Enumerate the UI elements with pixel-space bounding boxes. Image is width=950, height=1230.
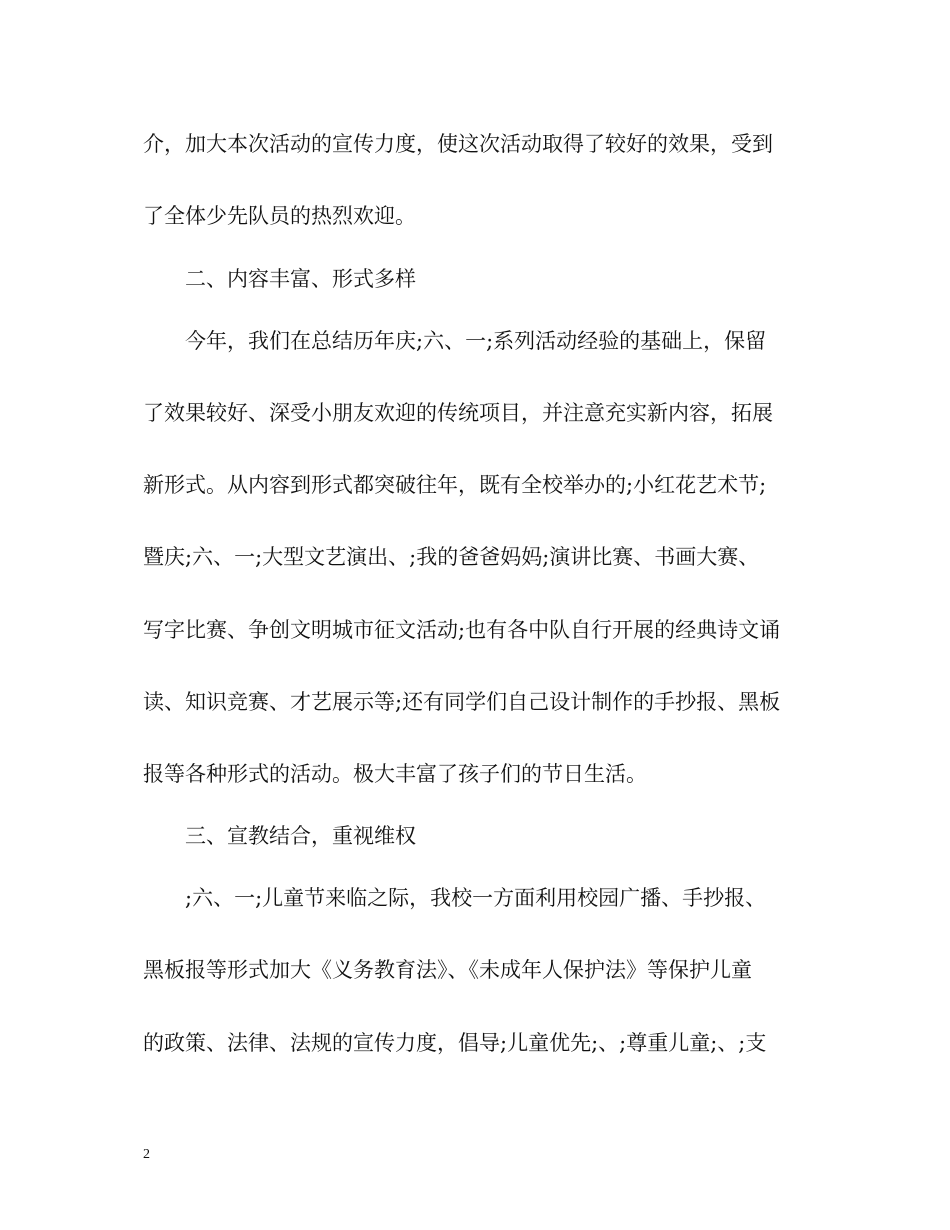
section-heading: 二、内容丰富、形式多样 [185,267,416,291]
paragraph-line: 了效果较好、深受小朋友欢迎的传统项目，并注意充实新内容，拓展 [143,401,773,425]
paragraph-line: 读、知识竞赛、才艺展示等;还有同学们自己设计制作的手抄报、黑板 [143,690,781,714]
paragraph-line: 写字比赛、争创文明城市征文活动;也有各中队自行开展的经典诗文诵 [143,618,781,642]
paragraph-line: 新形式。从内容到形式都突破往年，既有全校举办的;小红花艺术节; [143,473,767,497]
paragraph-line: 黑板报等形式加大《义务教育法》、《未成年人保护法》等保护儿童 [143,958,752,982]
paragraph-line: 介，加大本次活动的宣传力度，使这次活动取得了较好的效果，受到 [143,132,773,156]
section-heading: 三、宣教结合，重视维权 [185,824,416,848]
paragraph-line: 暨庆;六、一;大型文艺演出、;我的爸爸妈妈;演讲比赛、书画大赛、 [143,545,760,569]
paragraph-line: ;六、一;儿童节来临之际，我校一方面利用校园广播、手抄报、 [185,886,767,910]
page-number: 2 [143,1147,150,1162]
paragraph-line: 了全体少先队员的热烈欢迎。 [143,204,416,228]
paragraph-line: 的政策、法律、法规的宣传力度，倡导;儿童优先;、;尊重儿童;、;支 [143,1031,767,1055]
paragraph-line: 报等各种形式的活动。极大丰富了孩子们的节日生活。 [143,762,647,786]
paragraph-line: 今年，我们在总结历年庆;六、一;系列活动经验的基础上，保留 [185,329,767,353]
